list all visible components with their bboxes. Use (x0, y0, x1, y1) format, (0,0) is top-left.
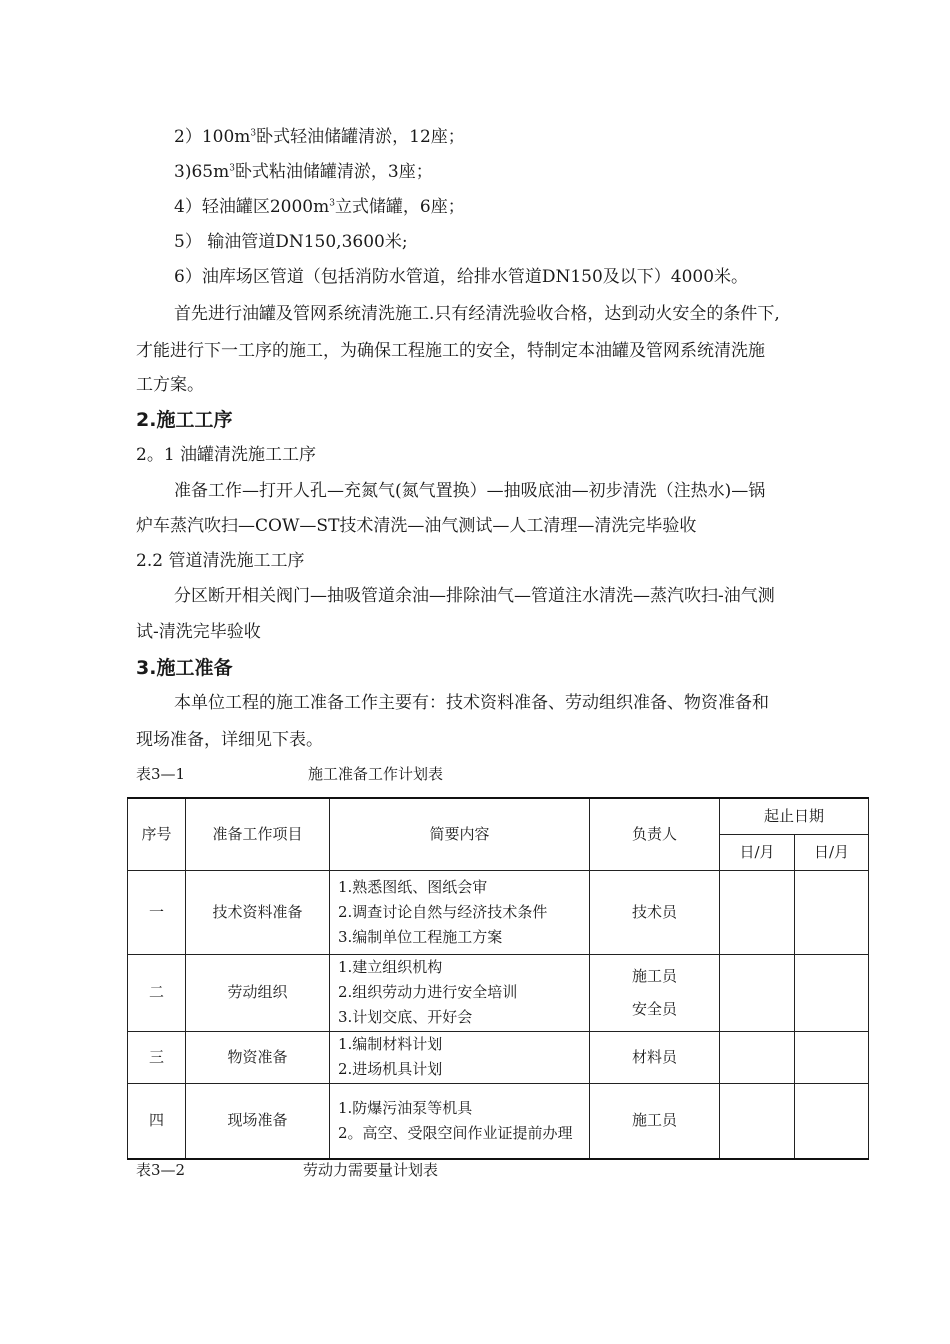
header-dates: 起止日期 (720, 798, 869, 834)
scope-item-2: $2)100m^3$卧式轻油储罐清淤，12座； (174, 127, 465, 147)
section-2-2-line-2: 试-清洗完毕验收 (136, 622, 261, 642)
section-2-heading: 2.施工工序 (136, 409, 233, 431)
table-2-title: 劳动力需要量计划表 (303, 1161, 439, 1179)
row-content (330, 954, 590, 1031)
row-end-date (795, 1031, 869, 1083)
row-seq: 一 (128, 870, 186, 954)
table-row (128, 870, 869, 954)
row-end-date (795, 1083, 869, 1159)
row-start-date (720, 870, 795, 954)
row-content (330, 1083, 590, 1159)
content-line: 3.计划交底、开好会 (338, 1008, 473, 1026)
intro-line-2: 才能进行下一工序的施工，为确保工程施工的安全，特制定本油罐及管网系统清洗施 (136, 341, 765, 361)
row-start-date (720, 954, 795, 1031)
row-owner (590, 954, 720, 1031)
section-2-1-line-2: 炉车蒸汽吹扫—COW—ST技术清洗—油气测试—人工清理—清洗完毕验收 (136, 516, 697, 536)
content-line: 2.调查讨论自然与经济技术条件 (338, 902, 548, 921)
row-content (330, 870, 590, 954)
header-content: 简要内容 (330, 798, 590, 870)
table-2-number: 表3—2 (136, 1161, 186, 1179)
row-end-date (795, 870, 869, 954)
row-owner (590, 870, 720, 954)
row-start-date (720, 1031, 795, 1083)
owner-line: 材料员 (631, 1047, 677, 1066)
table-row (128, 1031, 869, 1083)
owner-line: 施工员 (631, 966, 677, 985)
section-3-line-2: 现场准备，详细见下表。 (136, 730, 323, 750)
row-owner (590, 1031, 720, 1083)
scope-item-6: 6）油库场区管道（包括消防水管道，给排水管道DN150及以下）4000米。 (174, 267, 749, 287)
section-2-1-line-1: 准备工作—打开人孔—充氮气(氮气置换）—抽吸底油—初步清洗（注热水)—锅 (174, 481, 766, 501)
row-owner (590, 1083, 720, 1159)
scope-item-5: 5） 输油管道DN150,3600米; (174, 232, 408, 252)
preparation-plan-table (127, 797, 869, 1160)
row-item: 物资准备 (186, 1031, 330, 1083)
scope-item-4: 4）轻油罐区$2000m^3$立式储罐，6座； (174, 197, 465, 217)
content-line: 3.编制单位工程施工方案 (338, 927, 503, 946)
header-owner: 负责人 (590, 798, 720, 870)
scope-item-3: $3)65m^3$卧式粘油储罐清淤，3座； (174, 162, 433, 182)
row-start-date (720, 1083, 795, 1159)
header-item: 准备工作项目 (186, 798, 330, 870)
content-line: 2.组织劳动力进行安全培训 (338, 983, 518, 1001)
section-3-line-1: 本单位工程的施工准备工作主要有：技术资料准备、劳动组织准备、物资准备和 (174, 693, 769, 713)
owner-line: 技术员 (631, 902, 677, 921)
content-line: 1.熟悉图纸、图纸会审 (338, 877, 488, 896)
intro-line-3: 工方案。 (136, 375, 204, 395)
content-line: 2.进场机具计划 (338, 1060, 443, 1078)
intro-line-1: 首先进行油罐及管网系统清洗施工.只有经清洗验收合格，达到动火安全的条件下, (174, 304, 780, 324)
header-start-date: 日/月 (720, 834, 795, 870)
table-1-title: 施工准备工作计划表 (308, 765, 444, 783)
section-2-2-line-1: 分区断开相关阀门—抽吸管道余油—排除油气—管道注水清洗—蒸汽吹扫-油气测 (174, 586, 775, 606)
row-item: 技术资料准备 (186, 870, 330, 954)
row-seq: 二 (128, 954, 186, 1031)
content-line: 1.建立组织机构 (338, 958, 443, 976)
row-content (330, 1031, 590, 1083)
header-end-date: 日/月 (795, 834, 869, 870)
row-seq: 四 (128, 1083, 186, 1159)
table-row (128, 954, 869, 1031)
owner-line: 施工员 (631, 1111, 677, 1130)
table-row (128, 1083, 869, 1159)
row-end-date (795, 954, 869, 1031)
row-item: 劳动组织 (186, 954, 330, 1031)
header-seq: 序号 (128, 798, 186, 870)
row-seq: 三 (128, 1031, 186, 1083)
content-line: 2。高空、受限空间作业证提前办理 (338, 1123, 573, 1142)
row-item: 现场准备 (186, 1083, 330, 1159)
owner-line: 安全员 (631, 999, 677, 1018)
table-1-number: 表3—1 (136, 765, 186, 783)
section-3-heading: 3.施工准备 (136, 657, 233, 679)
section-2-2-title: 2.2 管道清洗施工工序 (136, 551, 305, 571)
section-2-1-title: 2。1 油罐清洗施工工序 (136, 445, 317, 465)
content-line: 1.防爆污油泵等机具 (338, 1098, 473, 1117)
content-line: 1.编制材料计划 (338, 1035, 443, 1053)
